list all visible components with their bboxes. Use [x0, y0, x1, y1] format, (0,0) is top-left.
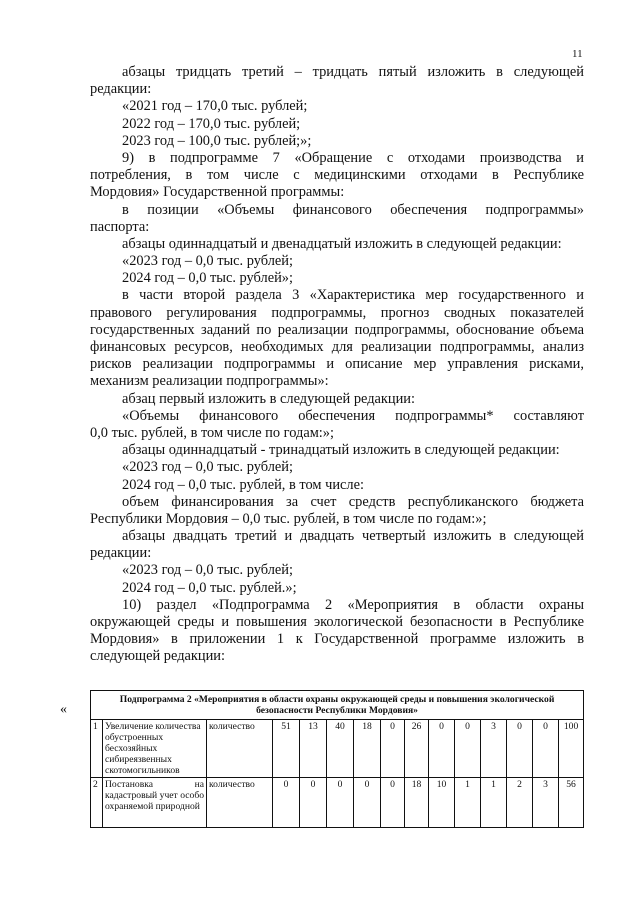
- value-cell: 0: [381, 778, 405, 828]
- table-header: Подпрограмма 2 «Мероприятия в области охраны окружающей среды и повышения экологической безопасности Республики Мордовия»: [91, 691, 584, 720]
- paragraph-line: правового регулирования подпрограммы, прогноз сводных показателей: [90, 304, 584, 321]
- table-header-row: [91, 691, 584, 720]
- paragraph-line: «2023 год – 0,0 тыс. рублей;: [122, 459, 293, 476]
- paragraph-line: объем финансирования за счет средств республиканского бюджета: [122, 493, 584, 510]
- paragraph-line: финансовых ресурсов, необходимых для реализации подпрограммы, анализ: [90, 339, 584, 355]
- paragraph-line: 2024 год – 0,0 тыс. рублей, в том числе:: [122, 476, 364, 493]
- paragraph-line: Мордовия» Государственной программы:: [90, 184, 345, 201]
- paragraph-line: 10) раздел «Подпрограмма 2 «Мероприятия в области охраны: [122, 596, 584, 613]
- value-cell: 100: [559, 720, 584, 778]
- paragraph-line: механизм реализации подпрограммы»:: [90, 373, 329, 390]
- value-cell: 40: [327, 720, 354, 778]
- value-cell: 0: [455, 720, 481, 778]
- paragraph-line: абзац первый изложить в следующей редакции:: [122, 390, 416, 407]
- paragraph-line: паспорта:: [90, 218, 150, 235]
- opening-quote-mark: «: [60, 702, 67, 717]
- unit-cell: количество: [207, 778, 273, 828]
- paragraph-line: государственных заданий по реализации подпрограммы, обоснование объема: [90, 321, 584, 338]
- value-cell: 1: [481, 778, 507, 828]
- table-row: [91, 778, 584, 828]
- page-number: 11: [572, 48, 583, 60]
- value-cell: 56: [559, 778, 584, 828]
- value-cell: 10: [429, 778, 455, 828]
- indicator-name: Увеличение количества обустроенных бесхозяйных сибиреязвенных скотомогильников: [103, 720, 207, 778]
- paragraph-line: следующей редакции:: [90, 648, 225, 665]
- paragraph-line: в части второй раздела 3 «Характеристика мер государственного и: [122, 287, 584, 304]
- value-cell: 1: [455, 778, 481, 828]
- value-cell: 26: [405, 720, 429, 778]
- table-row: [91, 720, 584, 778]
- row-number: 1: [91, 720, 103, 778]
- paragraph-line: 2024 год – 0,0 тыс. рублей»;: [122, 270, 293, 287]
- unit-cell: количество: [207, 720, 273, 778]
- paragraph-line: «Объемы финансового обеспечения подпрограммы* составляют: [122, 407, 584, 424]
- value-cell: 13: [300, 720, 327, 778]
- paragraph-line: рисков реализации подпрограммы и описание мер управления рисками,: [90, 356, 584, 373]
- value-cell: 51: [273, 720, 300, 778]
- paragraph-line: «2021 год – 170,0 тыс. рублей;: [122, 98, 308, 115]
- paragraph-line: абзацы двадцать третий и двадцать четвертый изложить в следующей: [122, 528, 584, 545]
- paragraph-line: окружающей среды и повышения экологической безопасности в Республике: [90, 614, 584, 630]
- paragraph-line: «2023 год – 0,0 тыс. рублей;: [122, 253, 293, 270]
- paragraph-line: Мордовия» в приложении 1 к Государственной программе изложить в: [90, 631, 584, 648]
- paragraph-line: Республики Мордовия – 0,0 тыс. рублей, в том числе по годам:»;: [90, 510, 487, 527]
- value-cell: 18: [354, 720, 381, 778]
- paragraph-line: 2024 год – 0,0 тыс. рублей.»;: [122, 579, 297, 596]
- paragraph-line: 9) в подпрограмме 7 «Обращение с отходами производства и: [122, 149, 584, 166]
- paragraph-line: редакции:: [90, 81, 152, 98]
- subprogram-table: [90, 690, 584, 828]
- value-cell: 0: [533, 720, 559, 778]
- paragraph-line: 2023 год – 100,0 тыс. рублей;»;: [122, 132, 312, 149]
- value-cell: 0: [273, 778, 300, 828]
- paragraph-line: 0,0 тыс. рублей, в том числе по годам:»;: [90, 424, 334, 441]
- paragraph-line: потребления, в том числе с медицинскими отходами в Республике: [90, 167, 584, 184]
- paragraph-line: абзацы одиннадцатый и двенадцатый изложить в следующей редакции:: [122, 235, 562, 252]
- value-cell: 0: [327, 778, 354, 828]
- paragraph-line: абзацы тридцать третий – тридцать пятый изложить в следующей: [122, 64, 584, 80]
- value-cell: 18: [405, 778, 429, 828]
- value-cell: 0: [507, 720, 533, 778]
- row-number: 2: [91, 778, 103, 828]
- value-cell: 0: [429, 720, 455, 778]
- value-cell: 0: [300, 778, 327, 828]
- value-cell: 3: [533, 778, 559, 828]
- value-cell: 0: [354, 778, 381, 828]
- paragraph-line: абзацы одиннадцатый - тринадцатый изложить в следующей редакции:: [122, 442, 560, 459]
- value-cell: 0: [381, 720, 405, 778]
- paragraph-line: в позиции «Объемы финансового обеспечения подпрограммы»: [122, 201, 584, 218]
- value-cell: 3: [481, 720, 507, 778]
- paragraph-line: редакции:: [90, 545, 152, 562]
- indicator-name: Постановка на кадастровый учет особо охраняемой природной: [103, 778, 207, 828]
- document-body: [90, 64, 584, 666]
- paragraph-line: «2023 год – 0,0 тыс. рублей;: [122, 562, 293, 579]
- paragraph-line: 2022 год – 170,0 тыс. рублей;: [122, 115, 301, 132]
- value-cell: 2: [507, 778, 533, 828]
